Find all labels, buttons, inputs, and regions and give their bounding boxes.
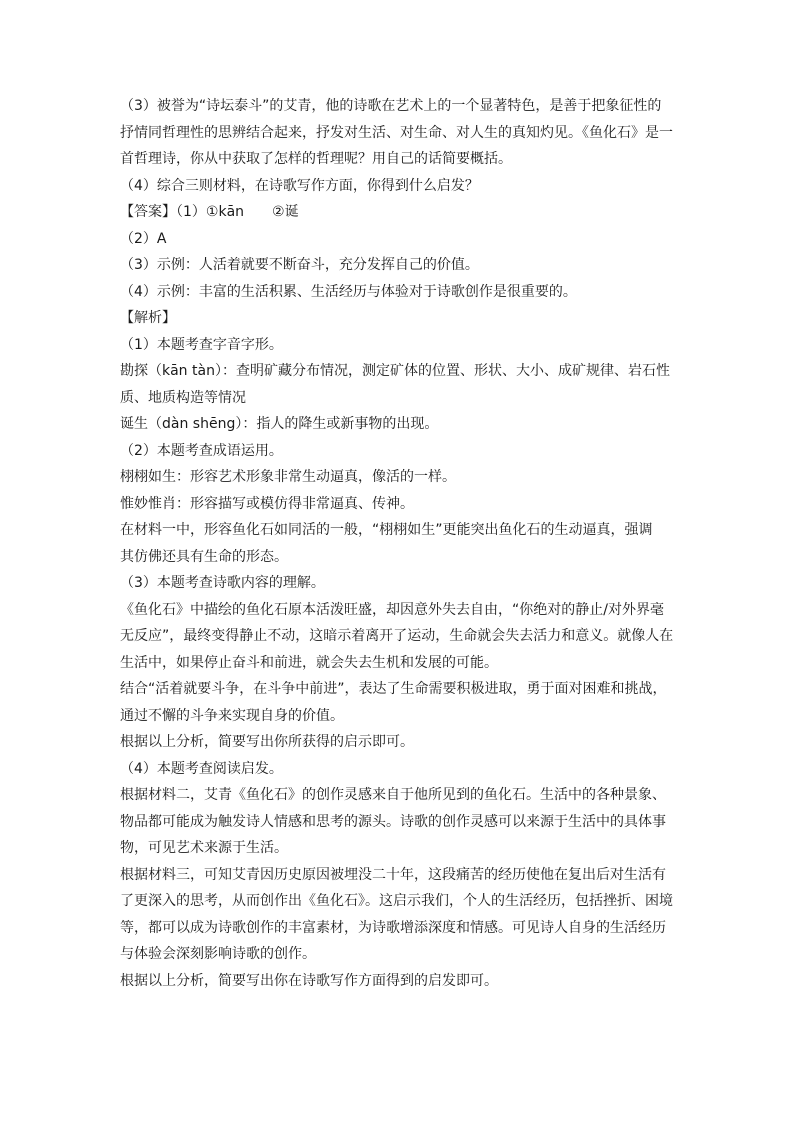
text-line: 物，可见艺术来源于生活。 (120, 840, 288, 856)
text-line: （2）本题考查成语运用。 (120, 442, 283, 459)
text-line: 《鱼化石》中描绘的鱼化石原本活泼旺盛，却因意外失去自由，“你绝对的静止/对外界毫 (120, 601, 664, 618)
text-line: （3）本题考查诗歌内容的理解。 (120, 575, 325, 591)
text-line: 栩栩如生：形容艺术形象非常生动逼真，像活的一样。 (120, 469, 456, 485)
text-line: 通过不懈的斗争来实现自身的价值。 (120, 707, 344, 724)
text-line: 根据材料二，艾青《鱼化石》的创作灵感来自于他所见到的鱼化石。生活中的各种景象、 (120, 787, 666, 803)
text-line: 生活中，如果停止奋斗和前进，就会失去生机和发展的可能。 (120, 654, 498, 671)
text-line: 惟妙惟肖：形容描写或模仿得非常逼真、传神。 (120, 495, 414, 512)
text-line: 与体验会深刻影响诗歌的创作。 (120, 946, 316, 962)
text-line: 其仿佛还具有生命的形态。 (120, 548, 288, 565)
text-line: 根据以上分析，简要写出你在诗歌写作方面得到的启发即可。 (120, 972, 498, 989)
text-line: （3）被誉为“诗坛泰斗”的艾青，他的诗歌在艺术上的一个显著特色，是善于把象征性的 (120, 98, 662, 114)
text-line: 诞生（dàn shēng）：指人的降生或新事物的出现。 (120, 416, 439, 432)
answer-3: （3）示例：人活着就要不断奋斗，充分发挥自己的价值。 (120, 257, 479, 273)
text-line: 勘探（kān tàn）：查明矿藏分布情况，测定矿体的位置、形状、大小、成矿规律、岩石性 (120, 363, 670, 379)
question-4: （4）综合三则材料，在诗歌写作方面，你得到什么启发？ (120, 177, 479, 194)
text-line: 根据以上分析，简要写出你所获得的启示即可。 (120, 734, 414, 750)
text-line: 质、地质构造等情况 (120, 389, 246, 406)
text-line: 抒情同哲理性的思辨结合起来，抒发对生活、对生命、对人生的真知灼见。《鱼化石》是一 (120, 124, 673, 141)
answer-4: （4）示例：丰富的生活积累、生活经历与体验对于诗歌创作是很重要的。 (120, 283, 577, 300)
text-line: 了更深入的思考，从而创作出《鱼化石》。这启示我们，个人的生活经历，包括挫折、困境 (120, 893, 673, 909)
text-line: 结合“活着就要斗争，在斗争中前进”，表达了生命需要积极进取，勇于面对困难和挑战， (120, 681, 667, 697)
answer-2: （2）A (120, 230, 167, 247)
analysis-heading: 【解析】 (120, 310, 176, 326)
text-line: 在材料一中，形容鱼化石如同活的一般，“栩栩如生”更能突出鱼化石的生动逼真，强调 (120, 522, 653, 538)
text-line: 等，都可以成为诗歌创作的丰富素材，为诗歌增添深度和情感。可见诗人自身的生活经历 (120, 919, 666, 936)
text-line: 无反应”，最终变得静止不动，这暗示着离开了运动，生命就会失去活力和意义。就像人在 (120, 628, 674, 644)
text-line: 首哲理诗，你从中获取了怎样的哲理呢？用自己的话简要概括。 (120, 151, 512, 167)
answer-heading: 【答案】（1）①kān ②诞 (120, 204, 299, 220)
text-line: （1）本题考查字音字形。 (120, 336, 283, 353)
text-line: （4）本题考查阅读启发。 (120, 760, 283, 777)
document-body (120, 93, 676, 994)
text-line: 根据材料三，可知艾青因历史原因被埋没二十年，这段痛苦的经历使他在复出后对生活有 (120, 866, 666, 883)
text-line: 物品都可能成为触发诗人情感和思考的源头。诗歌的创作灵感可以来源于生活中的具体事 (120, 813, 666, 830)
